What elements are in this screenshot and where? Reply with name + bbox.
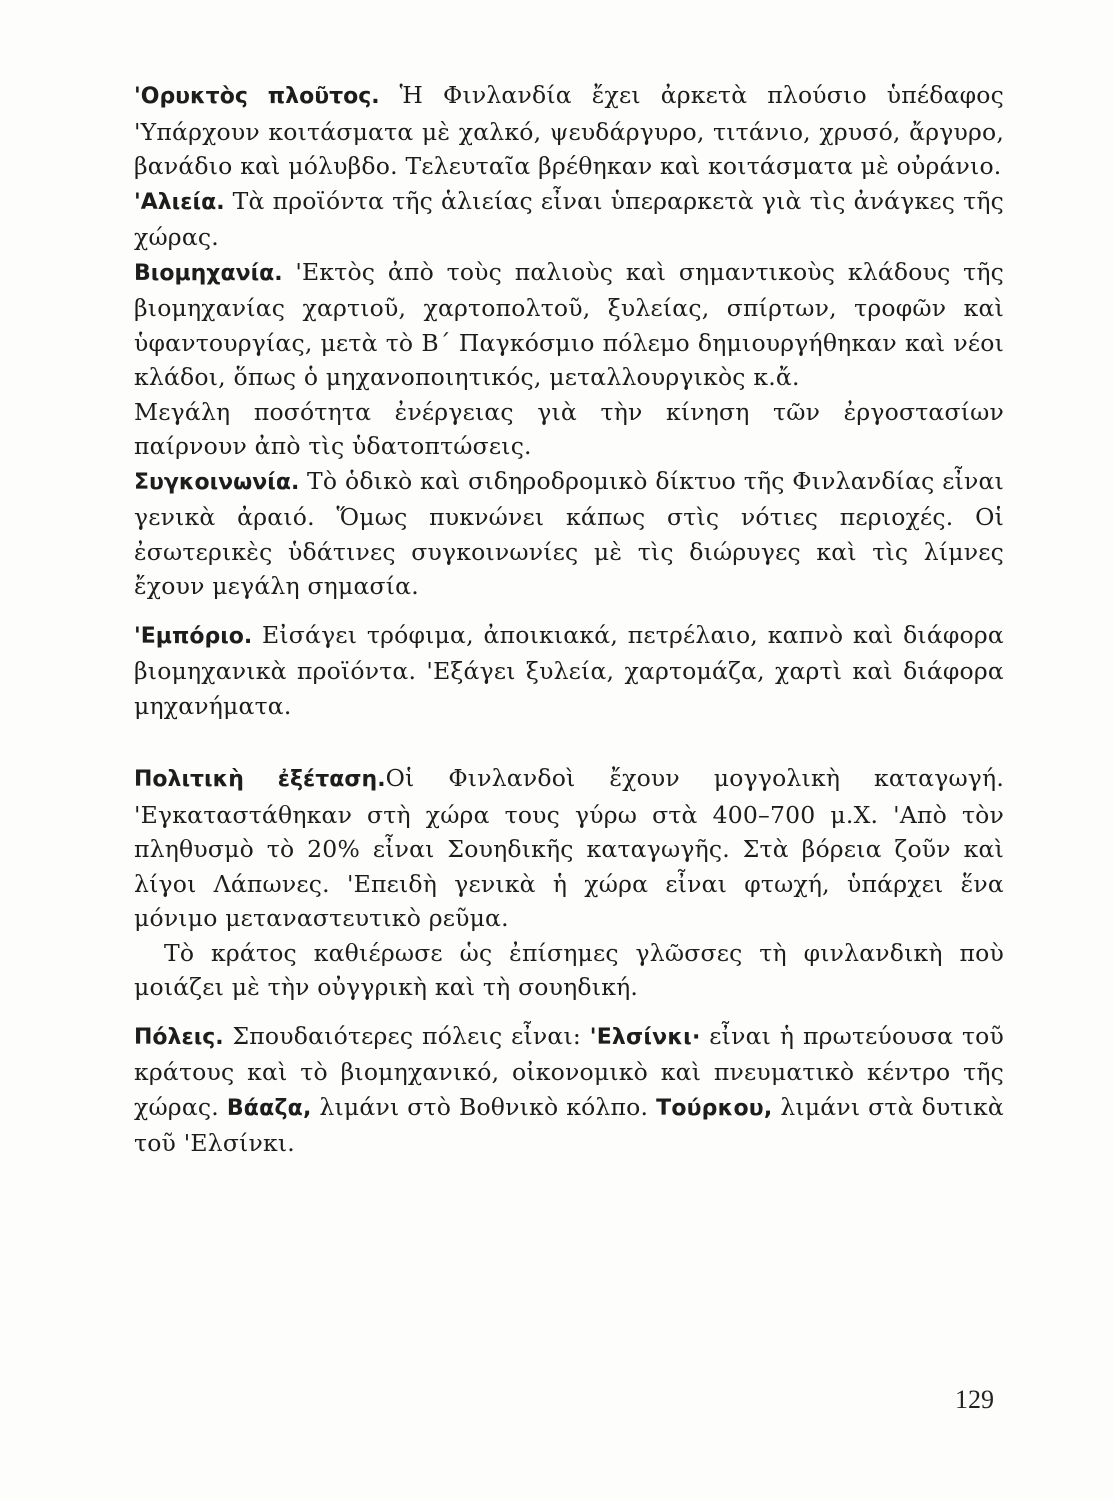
paragraph-languages [134, 936, 1004, 1005]
heading-trade: 'Εμπόριο. [134, 623, 253, 649]
paragraph-industry [134, 255, 1004, 395]
city-turku: Τούρκου, [656, 1095, 773, 1121]
heading-politics: Πολιτικὴ ἐξέταση. [134, 767, 386, 792]
heading-minerals: 'Ορυκτὸς πλοῦτος. [134, 84, 380, 109]
text-politics: Οἱ Φινλανδοὶ ἔχουν μογγολικὴ καταγωγή. 'Εγκαταστάθηκαν στὴ χώρα τους γύρω στὰ 400–700 μ.Χ. 'Απὸ τὸν πληθυσμὸ τὸ 20% εἶναι Σουηδικῆς καταγωγῆς. Στὰ βόρεια ζοῦν καὶ λίγοι Λάπωνες. 'Επειδὴ γενικὰ ἡ χώρα εἶναι φτωχή, ὑπάρχει ἕνα μόνιμο μεταναστευτικὸ ρεῦμα. [134, 764, 1004, 932]
city-vaasa: Βάαζα, [226, 1095, 312, 1121]
paragraph-transport [134, 464, 1004, 604]
page-number: 129 [955, 1385, 994, 1414]
text-industry: 'Εκτὸς ἀπὸ τοὺς παλιοὺς καὶ σημαντικοὺς κλάδους τῆς βιομηχανίας χαρτιοῦ, χαρτοπολτοῦ, ξυλείας, σπίρτων, τροφῶν καὶ ὑφαντουργίας, μετὰ τὸ Β΄ Παγκόσμιο πόλεμο δημιουργήθηκαν καὶ νέοι κλάδοι, ὅπως ὁ μηχανοποιητικός, μεταλλουργικὸς κ.ἄ. [134, 257, 1004, 391]
text-cities-intro: Σπουδαιότερες πόλεις εἶναι: [223, 1021, 590, 1050]
text-transport: Τὸ ὁδικὸ καὶ σιδηροδρομικὸ δίκτυο τῆς Φινλανδίας εἶναι γενικὰ ἀραιό. Ὅμως πυκνώνει κάπως στὶς νότιες περιοχές. Οἱ ἐσωτερικὲς ὑδάτινες συγκοινωνίες μὲ τὶς διώρυγες καὶ τὶς λίμνες ἔχουν μεγάλη σημασία. [134, 466, 1004, 600]
paragraph-industry-energy [134, 395, 1004, 464]
heading-transport: Συγκοινωνία. [134, 469, 300, 495]
city-helsinki: 'Ελσίνκι· [589, 1024, 701, 1050]
body-text [134, 78, 1004, 1161]
heading-cities: Πόλεις. [134, 1024, 224, 1050]
heading-industry: Βιομηχανία. [134, 260, 283, 286]
paragraph-cities [134, 1019, 1004, 1161]
paragraph-minerals [134, 78, 1004, 184]
text-minerals: Ἡ Φινλανδία ἔχει ἀρκετὰ πλούσιο ὑπέδαφος 'Υπάρχουν κοιτάσματα μὲ χαλκό, ψευδάργυρο, τιτάνιο, χρυσό, ἄργυρο, βανάδιο καὶ μόλυβδο. Τελευταῖα βρέθηκαν καὶ κοιτάσματα μὲ οὐράνιο. [134, 81, 1005, 180]
text-cities-vaasa: λιμάνι στὸ Βοθνικὸ κόλπο. [311, 1092, 657, 1121]
text-languages: Τὸ κράτος καθιέρωσε ὡς ἐπίσημες γλῶσσες τὴ φινλανδικὴ ποὺ μοιάζει μὲ τὴν οὐγγρικὴ καὶ τὴ σουηδική. [134, 938, 1004, 1001]
text-fishing: Τὰ προϊόντα τῆς ἁλιείας εἶναι ὑπεραρκετὰ γιὰ τὶς ἀνάγκες τῆς χώρας. [134, 186, 1004, 251]
paragraph-trade [134, 618, 1004, 724]
text-industry-energy: Μεγάλη ποσότητα ἐνέργειας γιὰ τὴν κίνηση τῶν ἐργοστασίων παίρνουν ἀπὸ τὶς ὑδατοπτώσεις. [134, 397, 1004, 460]
text-cities-turku: λιμάνι στὰ δυτικὰ τοῦ 'Ελσίνκι. [134, 1092, 1005, 1157]
heading-fishing: 'Αλιεία. [134, 189, 225, 215]
paragraph-politics [134, 761, 1004, 936]
text-cities-helsinki: εἶναι ἡ πρωτεύουσα τοῦ κράτους καὶ τὸ βιομηχανικό, οἰκονομικὸ καὶ πνευματικὸ κέντρο τῆς χώρας. [134, 1021, 1004, 1121]
text-trade: Εἰσάγει τρόφιμα, ἀποικιακά, πετρέλαιο, καπνὸ καὶ διάφορα βιομηχανικὰ προϊόντα. 'Εξάγει ξυλεία, χαρτομάζα, χαρτὶ καὶ διάφορα μηχανήματα. [134, 620, 1004, 720]
paragraph-fishing [134, 184, 1004, 255]
